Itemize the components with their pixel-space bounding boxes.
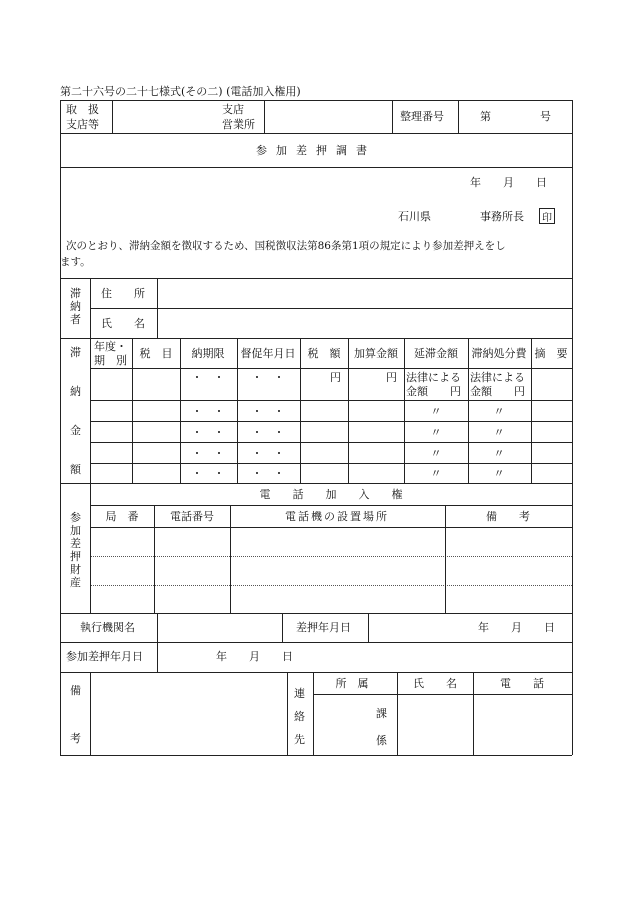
table-rule-line (397, 672, 398, 755)
legal-amount-line2: 金額 円 (470, 385, 525, 398)
table-rule-line (60, 755, 572, 756)
debtor-label-1: 滞 (70, 287, 81, 300)
table-rule-line (90, 442, 572, 443)
property-label-6: 産 (70, 576, 81, 589)
table-rule-line (90, 463, 572, 464)
agency-label: 執行機関名 (80, 621, 135, 634)
col-add-tax: 加算金額 (354, 347, 398, 360)
table-rule-line (392, 100, 393, 133)
table-rule-line (90, 483, 91, 613)
address-label: 住 所 (101, 287, 145, 300)
table-rule-line (348, 338, 349, 483)
table-rule-line (264, 100, 265, 133)
table-rule-line (230, 505, 231, 613)
table-rule-line (313, 672, 314, 755)
due-date-dots: ・ ・ (191, 371, 225, 384)
ditto-mark: 〃 (430, 426, 442, 439)
demand-date-dots: ・ ・ (251, 405, 285, 418)
branch-label: 支店 (222, 103, 244, 116)
table-rule-line (473, 672, 474, 755)
debtor-name-label: 氏 名 (101, 317, 145, 330)
ditto-mark: 〃 (430, 467, 442, 480)
table-rule-line (90, 527, 572, 528)
contact-label-3: 先 (294, 733, 305, 746)
ditto-mark: 〃 (493, 405, 505, 418)
section-unit: 課 (376, 707, 387, 720)
contact-label-1: 連 (294, 687, 305, 700)
debtor-label-2: 納 (70, 300, 81, 313)
ditto-mark: 〃 (493, 447, 505, 460)
table-rule-line (572, 100, 573, 755)
table-rule-line (90, 368, 572, 369)
official-seal-box: 印 (539, 208, 555, 224)
legal-amount-line2: 金額 円 (406, 385, 461, 398)
signer-prefecture: 石川県 (398, 210, 431, 223)
arrears-label-1: 滞 (70, 346, 81, 359)
property-label-4: 押 (70, 550, 81, 563)
tax-amount-yen: 円 (330, 371, 341, 384)
ref-no-label: 整理番号 (400, 110, 444, 123)
table-rule-line (90, 278, 91, 338)
contact-label-2: 絡 (294, 710, 305, 723)
col-disposition-cost: 滞納処分費 (471, 347, 527, 360)
table-rule-line (60, 672, 572, 673)
col-location: 電話機の設置場所 (285, 510, 389, 523)
seizure-date-value: 年 月 日 (478, 621, 555, 634)
add-tax-yen: 円 (386, 371, 397, 384)
col-due-date: 納期限 (191, 347, 225, 360)
phone-right-header: 電 話 加 入 権 (259, 488, 403, 501)
table-rule-line (60, 338, 572, 339)
due-date-dots: ・ ・ (191, 447, 225, 460)
table-rule-line (60, 642, 572, 643)
table-rule-line (468, 338, 469, 483)
table-rule-line (60, 167, 572, 168)
office-label: 営業所 (222, 118, 255, 131)
table-rule-line (90, 672, 91, 755)
due-date-dots: ・ ・ (191, 467, 225, 480)
col-demand-date: 督促年月日 (240, 347, 296, 360)
contact-name-label: 氏 名 (413, 677, 457, 690)
handler-label-line1: 取 扱 (66, 103, 99, 116)
body-text-line2: ます。 (60, 256, 91, 268)
body-text-line1: 次のとおり、滞納金額を徴収するため、国税徴収法第86条第1項の規定により参加差押えをし (66, 240, 506, 252)
date-line: 年 月 日 (470, 176, 547, 189)
doc-title: 参加差押調書 (256, 144, 376, 157)
arrears-label-3: 金 (70, 424, 81, 437)
property-label-1: 参 (70, 511, 81, 524)
property-label-3: 差 (70, 537, 81, 550)
ditto-mark: 〃 (493, 426, 505, 439)
debtor-label-3: 者 (70, 313, 81, 326)
arrears-label-2: 納 (70, 385, 81, 398)
col-fiscal-year-line1: 年度・ (94, 340, 127, 353)
table-rule-line (404, 338, 405, 483)
table-rule-line (90, 556, 572, 557)
notes-label-top: 備 (70, 684, 81, 697)
table-rule-line (180, 338, 181, 483)
ref-no-prefix: 第 (480, 110, 491, 123)
table-rule-line (368, 613, 369, 642)
table-rule-line (90, 308, 572, 309)
contact-phone-label: 電 話 (500, 677, 544, 690)
table-rule-line (458, 100, 459, 133)
notes-label-bottom: 考 (70, 732, 81, 745)
table-rule-line (237, 338, 238, 483)
table-rule-line (90, 400, 572, 401)
table-rule-line (90, 338, 91, 483)
table-rule-line (112, 100, 113, 133)
ditto-mark: 〃 (430, 405, 442, 418)
table-rule-line (154, 505, 155, 613)
ditto-mark: 〃 (430, 447, 442, 460)
legal-amount-line1: 法律による (406, 371, 461, 384)
demand-date-dots: ・ ・ (251, 467, 285, 480)
legal-amount-line1: 法律による (470, 371, 525, 384)
table-rule-line (157, 642, 158, 672)
participation-date-value: 年 月 日 (216, 650, 293, 663)
table-rule-line (287, 672, 288, 755)
table-rule-line (60, 278, 572, 279)
table-rule-line (60, 613, 572, 614)
arrears-label-4: 額 (70, 463, 81, 476)
table-rule-line (531, 338, 532, 483)
dept-label: 所 属 (335, 677, 369, 690)
signer-title: 事務所長 (480, 210, 524, 223)
due-date-dots: ・ ・ (191, 426, 225, 439)
property-label-5: 財 (70, 563, 81, 576)
ref-no-suffix: 号 (540, 110, 551, 123)
table-rule-line (90, 505, 572, 506)
table-rule-line (90, 421, 572, 422)
table-rule-line (157, 278, 158, 338)
table-rule-line (132, 338, 133, 483)
table-rule-line (60, 100, 61, 755)
demand-date-dots: ・ ・ (251, 447, 285, 460)
table-rule-line (90, 585, 572, 586)
table-rule-line (300, 338, 301, 483)
staff-unit: 係 (376, 734, 387, 747)
col-tax-item: 税 目 (139, 347, 173, 360)
col-tax-amount: 税 額 (307, 347, 341, 360)
table-rule-line (60, 100, 572, 101)
table-rule-line (60, 483, 572, 484)
ditto-mark: 〃 (493, 467, 505, 480)
table-rule-line (313, 694, 572, 695)
col-fiscal-year-line2: 期 別 (94, 354, 127, 367)
form-title: 第二十六号の二十七様式(その二) (電話加入権用) (60, 85, 301, 98)
handler-label-line2: 支店等 (66, 118, 99, 131)
table-rule-line (282, 613, 283, 642)
col-property-remarks: 備 考 (486, 510, 530, 523)
col-phone-number: 電話番号 (170, 510, 214, 523)
property-label-2: 加 (70, 524, 81, 537)
table-rule-line (60, 133, 572, 134)
col-delinquency-tax: 延滞金額 (414, 347, 458, 360)
table-rule-line (157, 613, 158, 642)
due-date-dots: ・ ・ (191, 405, 225, 418)
demand-date-dots: ・ ・ (251, 371, 285, 384)
table-rule-line (445, 505, 446, 613)
col-remarks: 摘 要 (534, 347, 568, 360)
demand-date-dots: ・ ・ (251, 426, 285, 439)
seizure-date-label: 差押年月日 (296, 621, 351, 634)
col-exchange: 局 番 (105, 510, 139, 523)
participation-date-label: 参加差押年月日 (66, 650, 143, 663)
